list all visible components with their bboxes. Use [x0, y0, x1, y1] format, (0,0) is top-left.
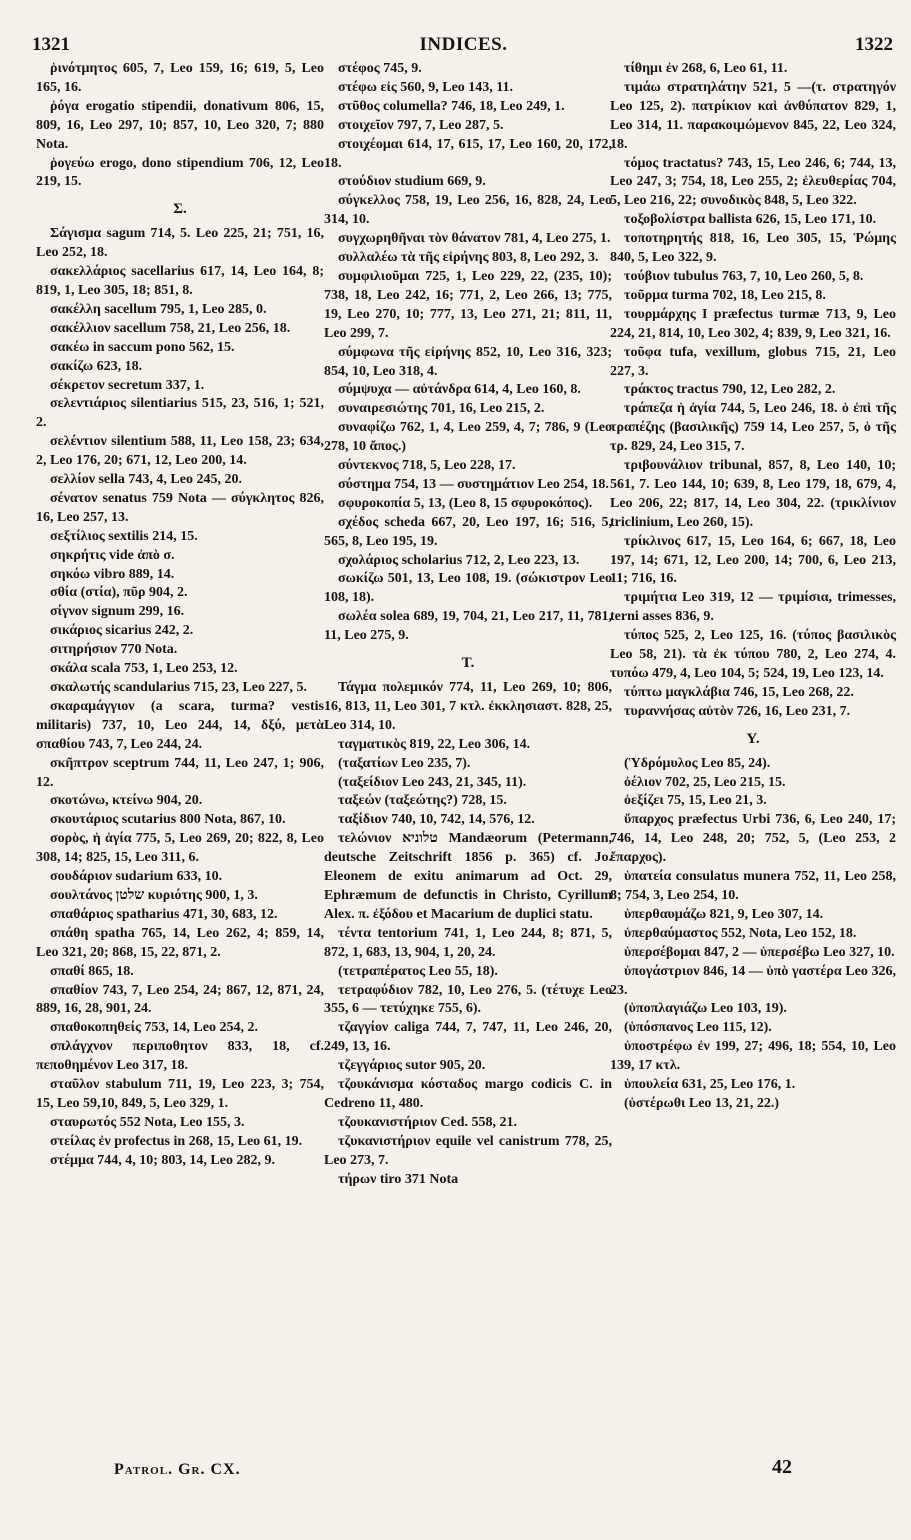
index-entry: (ταξείδιον Leo 243, 21, 345, 11). [338, 774, 527, 790]
index-entry: τουρμάρχης I præfectus turmæ 713, 9, Leo 224, 21, 814, 10, Leo 302, 4; 839, 9, Leo 321, 16. [610, 306, 896, 341]
section-letter: Τ. [461, 655, 475, 672]
section-letter: Σ. [173, 201, 187, 218]
index-entry: τιμάω στρατηλάτην 521, 5 —(τ. στρατηγόν Leo 125, 2). πατρίκιον καὶ ἀνθύπατον 829, 1, Leo 314, 11. παρακοιμώμενον 845, 22, Leo 324, 18. [610, 79, 896, 152]
index-entry: σχολάριος scholarius 712, 2, Leo 223, 13. [338, 552, 580, 568]
index-entry: σπαθοκοπηθείς 753, 14, Leo 254, 2. [50, 1020, 258, 1036]
index-entry: (τετραπέρατος Leo 55, 18). [338, 963, 498, 979]
index-entry: σύγκελλος 758, 19, Leo 256, 16, 828, 24, Leo 314, 10. [324, 193, 612, 228]
index-entry: τήρων tiro 371 Nota [338, 1171, 459, 1187]
index-entry: σκαλωτής scandularius 715, 23, Leo 227, 5. [50, 680, 308, 695]
index-entry: ὑπουλεία 631, 25, Leo 176, 1. [624, 1077, 796, 1093]
index-entry: ὑπογάστριον 846, 14 — ὑπὸ γαστέρα Leo 326, 23. [610, 963, 896, 998]
index-entry: σακέω in saccum pono 562, 15. [50, 339, 235, 355]
index-entry: στέφω εἰς 560, 9, Leo 143, 11. [338, 79, 514, 95]
index-entry: ὀέλιον 702, 25, Leo 215, 15. [624, 774, 786, 790]
index-entry: τζαγγίον caliga 744, 7, 747, 11, Leo 246, 20, 249, 13, 16. [324, 1020, 612, 1055]
index-entry: (Ὑδρόμυλος Leo 85, 24). [624, 755, 771, 771]
index-entry: Τάγμα πολεμικόν 774, 11, Leo 269, 10; 806, 16, 813, 11, Leo 301, 7 κτλ. ἐκκλησιαστ. 828, 25, Leo 314, 10. [324, 680, 612, 733]
index-entry: σορὸς, ἡ ἁγία 775, 5, Leo 269, 20; 822, 8, Leo 308, 14; 825, 15, Leo 311, 6. [36, 831, 324, 866]
index-entry: σύντεκνος 718, 5, Leo 228, 17. [338, 458, 516, 474]
index-entry: σπάθη spatha 765, 14, Leo 262, 4; 859, 14, Leo 321, 20; 868, 15, 22, 871, 2. [36, 925, 324, 960]
index-entry: σιτηρήσιον 770 Nota. [50, 642, 178, 658]
index-entry: σκουτάριος scutarius 800 Nota, 867, 10. [50, 812, 286, 828]
index-entry: τύπτω μαγκλάβια 746, 15, Leo 268, 22. [624, 684, 854, 700]
index-entry: σελέντιον silentium 588, 11, Leo 158, 23; 634, 2, Leo 176, 20; 671, 12, Leo 200, 14. [36, 434, 324, 469]
index-entry: ὑπερθαύμαστος 552, Nota, Leo 152, 18. [624, 925, 857, 941]
index-entry: τζουκάνισμα κόσταδος margo codicis C. in Cedreno 11, 480. [324, 1077, 612, 1111]
page-title: INDICES. [419, 34, 508, 55]
index-entry: (ταξατίων Leo 235, 7). [338, 755, 471, 771]
index-entry: σεξτίλιος sextilis 214, 15. [50, 528, 198, 544]
index-entry: σωκίζω 501, 13, Leo 108, 19. (σώκιστρον Leo 108, 18). [324, 571, 612, 606]
index-entry: τράπεζα ἡ ἁγία 744, 5, Leo 246, 18. ὁ ἐπὶ τῆς τραπέζης (βασιλικῆς) 759 14, Leo 257, 5, ὁ τῆς τρ. 829, 24, Leo 315, 7. [610, 401, 896, 455]
index-entry: τοξοβολίστρα ballista 626, 15, Leo 171, 10. [624, 212, 877, 228]
index-entry: συναφίζω 762, 1, 4, Leo 259, 4, 7; 786, 9 (Leo 278, 10 ἄπος.) [324, 420, 612, 455]
index-entry: σακέλλιον sacellum 758, 21, Leo 256, 18. [50, 320, 291, 336]
index-entry: σακίζω 623, 18. [50, 358, 143, 374]
index-entry: τούβιον tubulus 763, 7, 10, Leo 260, 5, 8. [624, 268, 864, 284]
index-column-3 [610, 60, 896, 1114]
index-entry: ὑποστρέφω ἐν 199, 27; 496, 18; 554, 10, Leo 139, 17 κτλ. [610, 1039, 896, 1074]
index-entry: στῦθος columella? 746, 18, Leo 249, 1. [338, 98, 565, 114]
index-entry: σταυρωτός 552 Nota, Leo 155, 3. [50, 1114, 245, 1130]
index-entry: Σάγισμα sagum 714, 5. Leo 225, 21; 751, 16, Leo 252, 18. [36, 226, 324, 261]
index-entry: τρίκλινος 617, 15, Leo 164, 6; 667, 18, Leo 197, 14; 671, 12, Leo 200, 14; 700, 6, Leo 213, 11; 716, 16. [610, 533, 896, 587]
index-entry: (ὑστέρωθι Leo 13, 21, 22.) [624, 1095, 780, 1111]
index-entry: συναιρεσιώτης 701, 16, Leo 215, 2. [338, 401, 545, 417]
index-entry: ὀεξίζει 75, 15, Leo 21, 3. [624, 793, 767, 809]
index-entry: σένατον senatus 759 Nota — σύγκλητος 826, 16, Leo 257, 13. [36, 490, 324, 525]
index-columns [30, 60, 897, 1500]
index-entry: σπαθάριος spatharius 471, 30, 683, 12. [50, 906, 278, 922]
index-entry: ὑπατεία consulatus munera 752, 11, Leo 258, 8; 754, 3, Leo 254, 10. [610, 869, 896, 903]
index-entry: σελλίον sella 743, 4, Leo 245, 20. [50, 472, 242, 488]
index-entry: σθία (στία), πῦρ 904, 2. [50, 585, 188, 601]
index-entry: σύμψυχα — αὐτάνδρα 614, 4, Leo 160, 8. [338, 382, 581, 398]
index-entry: στείλας ἐν profectus in 268, 15, Leo 61, 19. [50, 1133, 303, 1149]
index-entry: τριβουνάλιον tribunal, 857, 8, Leo 140, 10; 561, 7. Leo 144, 10; 639, 8, Leo 179, 18, 679, 4, Leo 206, 22; 817, 14, Leo 304, 22. (τρικλίνιον triclinium, Leo 260, 15). [610, 458, 896, 530]
index-entry: σακελλάριος sacellarius 617, 14, Leo 164, 8; 819, 1, Leo 305, 18; 851, 8. [36, 264, 324, 298]
index-entry: συγχωρηθῆναι τὸν θάνατον 781, 4, Leo 275, 1. [338, 231, 611, 247]
index-entry: (ὑπόσπανος Leo 115, 12). [624, 1020, 772, 1036]
index-entry: συμφιλιοῦμαι 725, 1, Leo 229, 22, (235, 10); 738, 18, Leo 242, 16; 771, 2, Leo 266, 13; 775, 19, Leo 270, 10; 777, 13, Leo 271, 21; 811, 11, Leo 299, 7. [324, 268, 612, 341]
index-entry: σκοτώνω, κτείνω 904, 20. [50, 793, 203, 809]
index-column-2 [324, 60, 612, 1189]
index-entry: σκαραμάγγιον (a scara, turma? vestis militaris) 737, 10, Leo 244, 14, δξύ, μετὰ σπαθίου 743, 7, Leo 244, 24. [36, 698, 324, 752]
index-entry: τελώνιον טלוניא Mandæorum (Petermann, deutsche Zeitschrift 1856 p. 365) cf. Jo. Eleonem de exitu animarum ad Oct. 29, Ephræmum de defunctis in Christo, Cyrillum Alex. π. ἐξόδου et Macarium de duplici statu. [324, 831, 612, 922]
page-header [30, 34, 897, 60]
index-entry: τυραννήσας αὐτὸν 726, 16, Leo 231, 7. [624, 703, 851, 719]
index-entry: σύμφωνα τῆς εἰρήνης 852, 10, Leo 316, 323; 854, 10, Leo 318, 4. [324, 344, 612, 379]
index-entry: σακέλλη sacellum 795, 1, Leo 285, 0. [50, 301, 267, 317]
right-page-number: 1322 [855, 34, 893, 55]
index-entry: σπαθί 865, 18. [50, 963, 134, 979]
index-entry: στοιχέομαι 614, 17, 615, 17, Leo 160, 20, 172, 18. [324, 136, 612, 171]
index-entry: τζουκανιστήριον Ced. 558, 21. [338, 1114, 518, 1130]
index-entry: σελεντιάριος silentiarius 515, 23, 516, 1; 521, 2. [36, 396, 324, 431]
footer-signature: Patrol. Gr. CX. [114, 1461, 241, 1478]
index-entry: σφυροκοπία 5, 13, (Leo 8, 15 σφυροκόπος). [338, 495, 593, 511]
index-entry: τράκτος tractus 790, 12, Leo 282, 2. [624, 382, 836, 398]
index-entry: τύπος 525, 2, Leo 125, 16. (τύπος βασιλικὸς Leo 58, 21). τὰ ἐκ τύπου 780, 2, Leo 274, 4. τυπόω 479, 4, Leo 104, 5; 524, 19, Leo 123, 14. [610, 628, 896, 681]
index-entry: ῥόγα erogatio stipendii, donativum 806, 15, 809, 16, Leo 297, 10; 857, 10, Leo 320, 7; 880 Nota. [36, 98, 324, 152]
index-entry: σικάριος sicarius 242, 2. [50, 623, 194, 639]
index-entry: τοῦφα tufa, vexillum, globus 715, 21, Leo 227, 3. [610, 344, 896, 379]
index-entry: στούδιον studium 669, 9. [338, 174, 486, 190]
index-entry: στέμμα 744, 4, 10; 803, 14, Leo 282, 9. [50, 1152, 275, 1168]
index-entry: σύστημα 754, 13 — συστημάτιον Leo 254, 18. [338, 476, 609, 492]
index-entry: σουλτάνος שלטן κυριότης 900, 1, 3. [50, 887, 258, 903]
index-entry: σταῦλον stabulum 711, 19, Leo 223, 3; 754, 15, Leo 59,10, 849, 5, Leo 329, 1. [36, 1077, 324, 1111]
index-entry: σηκρήτις vide ἀπὸ σ. [50, 547, 175, 563]
index-entry: (ὑποπλαγιάζω Leo 103, 19). [624, 1001, 787, 1017]
index-entry: σωλέα solea 689, 19, 704, 21, Leo 217, 11, 781, 11, Leo 275, 9. [324, 609, 612, 644]
index-entry: ῥινότμητος 605, 7, Leo 159, 16; 619, 5, Leo 165, 16. [36, 61, 324, 95]
index-entry: σχέδος scheda 667, 20, Leo 197, 16; 516, 5, 565, 8, Leo 195, 19. [324, 514, 612, 549]
left-page-number: 1321 [32, 34, 70, 55]
index-entry: τζεγγάριος sutor 905, 20. [338, 1058, 486, 1074]
index-entry: τέντα tentorium 741, 1, Leo 244, 8; 871, 5, 872, 1, 683, 13, 904, 1, 20, 24. [324, 925, 612, 960]
index-entry: σουδάριον sudarium 633, 10. [50, 869, 223, 885]
index-entry: τίθημι ἐν 268, 6, Leo 61, 11. [624, 61, 788, 76]
index-entry: συλλαλέω τὰ τῆς εἰρήνης 803, 8, Leo 292, 3. [338, 250, 599, 266]
section-letter: Υ. [746, 730, 760, 747]
index-entry: ταγματικὸς 819, 22, Leo 306, 14. [338, 736, 531, 752]
index-entry: σέκρετον secretum 337, 1. [50, 377, 205, 393]
index-entry: σηκόω vibro 889, 14. [50, 566, 175, 582]
index-entry: ταξίδιον 740, 10, 742, 14, 576, 12. [338, 812, 535, 828]
index-entry: σκῆπτρον sceptrum 744, 11, Leo 247, 1; 906, 12. [36, 755, 324, 790]
index-entry: στοιχεῖον 797, 7, Leo 287, 5. [338, 117, 504, 133]
index-entry: σπλάγχνον περιποθητον 833, 18, cf. πεποθημένον Leo 317, 18. [36, 1039, 324, 1074]
index-entry: τοποτηρητής 818, 16, Leo 305, 15, Ῥώμης 840, 5, Leo 322, 9. [610, 231, 896, 266]
index-entry: τριμήτια Leo 319, 12 — τριμίσια, trimesses, terni asses 836, 9. [610, 590, 896, 625]
index-entry: σίγνον signum 299, 16. [50, 604, 185, 620]
footer-sheet-number: 42 [772, 1456, 792, 1478]
index-entry: σπαθίον 743, 7, Leo 254, 24; 867, 12, 871, 24, 889, 16, 28, 901, 24. [36, 982, 324, 1017]
index-entry: ὕπαρχος præfectus Urbi 736, 6, Leo 240, 17; 746, 14, Leo 248, 20; 752, 5, (Leo 253, 2 ἔπαρχος). [610, 812, 896, 866]
index-entry: ταξεών (ταξεώτης?) 728, 15. [338, 793, 507, 809]
index-entry: τοῦρμα turma 702, 18, Leo 215, 8. [624, 287, 826, 303]
index-entry: ὑπερσέβομαι 847, 2 — ὑπερσέβω Leo 327, 10. [624, 944, 895, 960]
index-entry: ὑπερθαυμάζω 821, 9, Leo 307, 14. [624, 906, 824, 922]
index-entry: σκάλα scala 753, 1, Leo 253, 12. [50, 661, 238, 677]
index-column-1 [36, 60, 324, 1171]
index-entry: τετραφύδιον 782, 10, Leo 276, 5. (τέτυχε Leo 355, 6 — τετύχηκε 755, 6). [324, 982, 612, 1017]
index-entry: ῥογεύω erogo, dono stipendium 706, 12, Leo 219, 15. [36, 155, 324, 190]
index-entry: τόμος tractatus? 743, 15, Leo 246, 6; 744, 13, Leo 247, 3; 754, 18, Leo 255, 2; ἐλευθερίας 704, 5, Leo 216, 22; συνοδικὸς 848, 5, Leo 322. [610, 155, 896, 209]
index-entry: στέφος 745, 9. [338, 61, 422, 76]
index-entry: τζυκανιστήριον equile vel canistrum 778, 25, Leo 273, 7. [324, 1133, 612, 1168]
